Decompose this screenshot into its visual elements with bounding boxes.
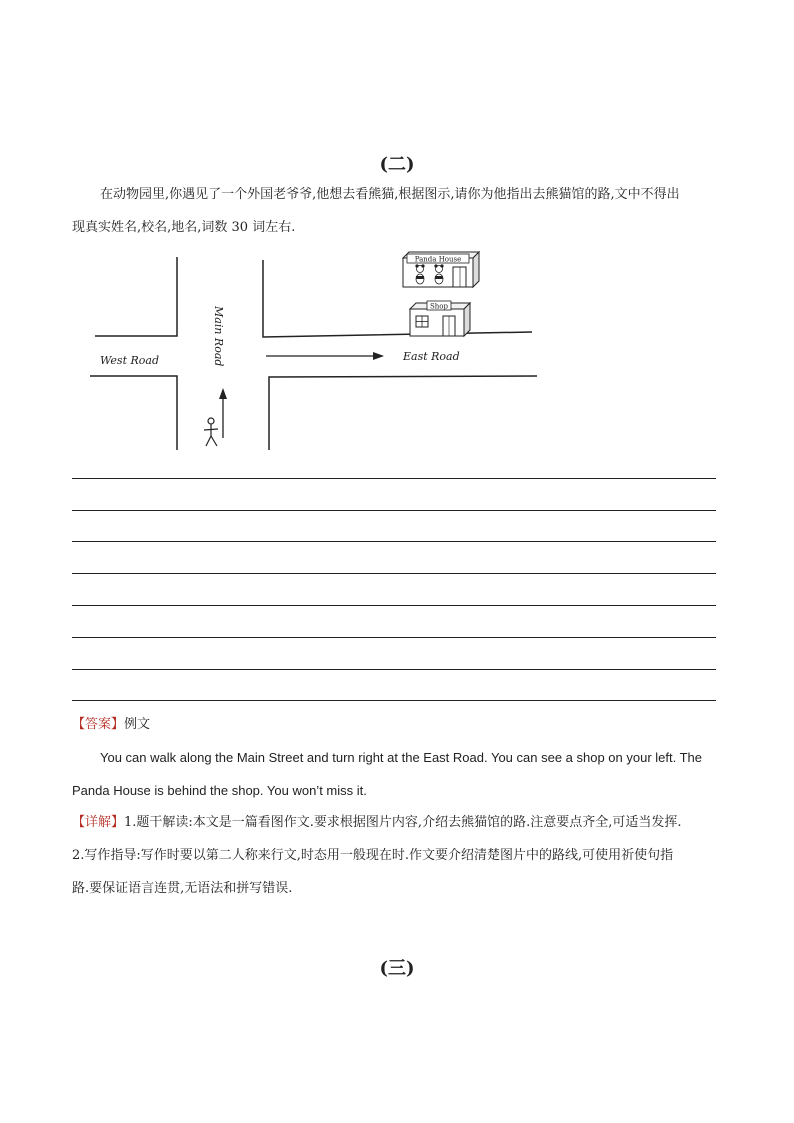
answer-line-1: You can walk along the Main Street and turn right at the East Road. You can see a shop on your left. The <box>100 750 703 765</box>
answer-line-2: Panda House is behind the shop. You won’t miss it. <box>72 783 367 798</box>
shop-building <box>410 301 470 336</box>
panda-house-sign: Panda House <box>414 255 462 264</box>
main-road-label: Main Road <box>212 306 225 367</box>
panda-house-door <box>453 267 466 287</box>
east-arrow-head <box>373 352 384 360</box>
detail-line-1 <box>72 806 720 839</box>
writing-line <box>72 605 716 606</box>
east-road-lower-edge <box>269 376 537 450</box>
prompt-line-1: 在动物园里,你遇见了一个外国老爷爷,他想去看熊猫,根据图示,请你为他指出去熊猫馆的路,文中不得出 <box>100 187 680 202</box>
panda-house-building <box>403 252 479 287</box>
east-road-label: East Road <box>403 350 460 363</box>
writing-line <box>72 478 716 479</box>
writing-line <box>72 637 716 638</box>
west-road-upper-edge <box>95 257 177 336</box>
answer-tag: 【答案】 <box>72 717 125 732</box>
walking-person-icon <box>204 418 218 446</box>
prompt-line-2: 现真实姓名,校名,地名,词数 30 词左右. <box>72 220 296 235</box>
writing-line <box>72 541 716 542</box>
answer-label: 例文 <box>124 717 151 732</box>
section-heading-two: (二) <box>379 154 415 175</box>
detail-line-3: 路.要保证语言连贯,无语法和拼写错误. <box>72 881 293 896</box>
west-road-lower-edge <box>90 376 177 450</box>
north-arrow-head <box>219 388 227 399</box>
writing-line <box>72 669 716 670</box>
prompt-text <box>72 178 720 244</box>
detail-block <box>72 806 720 905</box>
section-heading-three: (三) <box>379 958 415 979</box>
detail-line-2: 2.写作指导:写作时要以第二人称来行文,时态用一般现在时.作文要介绍清楚图片中的路线,可使用祈使句指 <box>72 848 674 863</box>
route-map <box>70 250 550 455</box>
answer-block <box>72 708 720 807</box>
answer-heading <box>72 708 720 741</box>
writing-line <box>72 510 716 511</box>
west-road-label: West Road <box>100 354 159 367</box>
detail-text-1: 1.题干解读:本文是一篇看图作文.要求根据图片内容,介绍去熊猫馆的路.注意要点齐全,可适当发挥. <box>124 815 682 830</box>
writing-line <box>72 700 716 701</box>
shop-sign: Shop <box>430 302 448 311</box>
detail-tag: 【详解】 <box>72 815 125 830</box>
writing-line <box>72 573 716 574</box>
east-road-upper-edge <box>263 260 532 337</box>
